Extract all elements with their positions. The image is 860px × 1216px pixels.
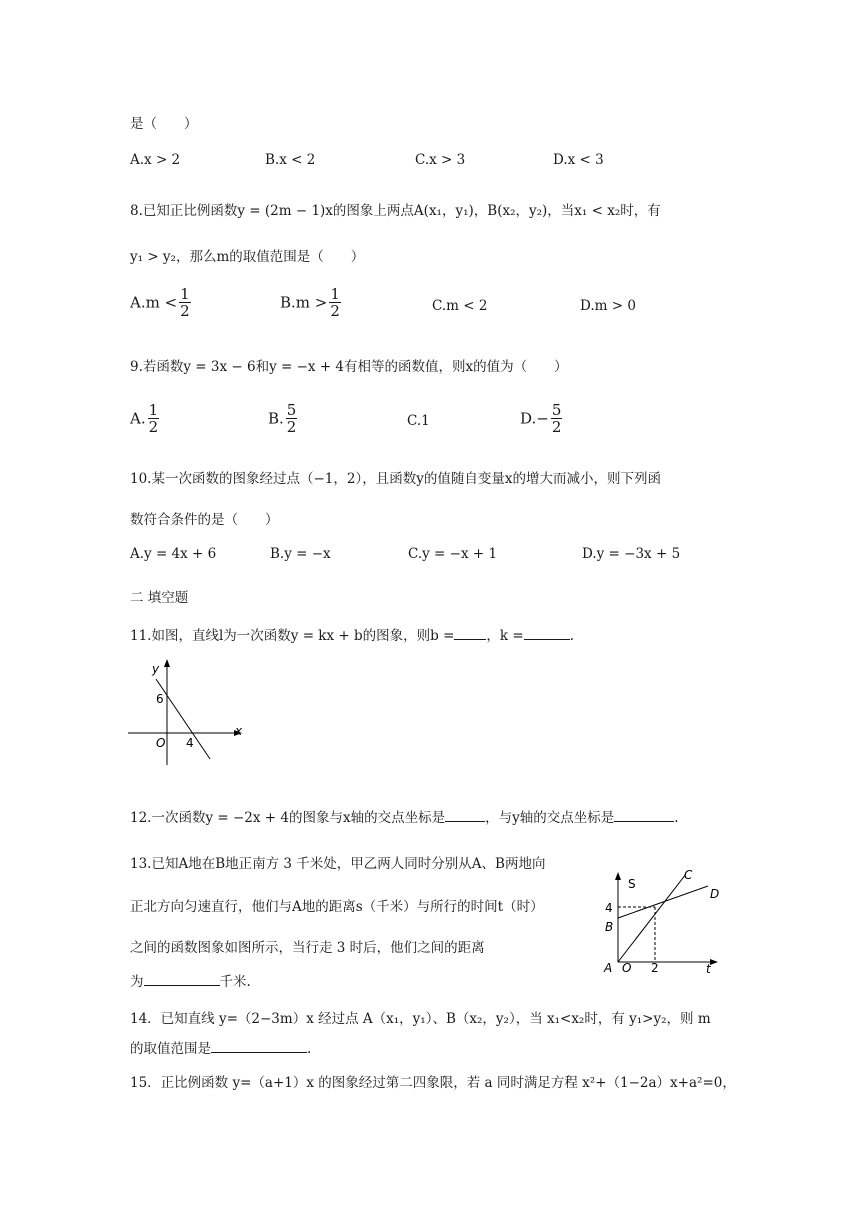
q10-option-a: A.y = 4x + 6 xyxy=(130,546,217,562)
fig13-tick-4: 4 xyxy=(605,901,613,915)
fig13-s-label: S xyxy=(628,877,636,891)
q7-stem-tail: 是（ ） xyxy=(130,116,198,132)
q12-stem: 12.一次函数y = −2x + 4的图象与x轴的交点坐标是 ，与y轴的交点坐标是 . xyxy=(130,810,679,826)
q8-option-d: D.m > 0 xyxy=(580,298,636,314)
q10-option-d: D.y = −3x + 5 xyxy=(582,546,681,562)
q7-option-d: D.x < 3 xyxy=(553,152,604,168)
fig11-x-label: x xyxy=(235,724,243,738)
q13-stem-line3: 之间的函数图象如图所示，当行走 3 时后，他们之间的距离 xyxy=(130,940,485,956)
fig11-tick-4: 4 xyxy=(186,736,194,750)
fig11-tick-6: 6 xyxy=(156,692,164,706)
q13-stem-line1: 13.已知A地在B地正南方 3 千米处，甲乙两人同时分别从A、B两地向 xyxy=(130,856,546,872)
fig13-point-b: B xyxy=(605,920,614,934)
q8-option-a: A.m < $\frac{1}{2}$ xyxy=(130,285,190,320)
q14-stem-line1: 14．已知直线 y=（2−3m）x 经过点 A（x₁，y₁）、B（x₂，y₂），当 x₁<x₂时，有 y₁>y₂，则 m xyxy=(130,1011,711,1027)
q10-option-b: B.y = −x xyxy=(270,546,331,562)
fig13-line-c: C xyxy=(684,868,693,882)
q9-option-d: D.− $\frac{5}{2}$ xyxy=(520,401,562,436)
q10-stem-line2: 数符合条件的是（ ） xyxy=(130,512,279,528)
fig13-point-a: A xyxy=(604,961,613,975)
q7-option-c: C.x > 3 xyxy=(415,152,466,168)
q10-stem-line1: 10.某一次函数的图象经过点（−1，2），且函数y的值随自变量x的增大而减小，则下列函 xyxy=(130,471,661,487)
q8-stem-line2: y₁ > y₂，那么m的取值范围是（ ） xyxy=(130,249,365,265)
q9-option-c: C.1 xyxy=(407,413,430,429)
q9-option-b: B. $\frac{5}{2}$ xyxy=(268,401,297,436)
section-title-fill-in: 二 填空题 xyxy=(130,590,189,606)
q13-stem-line4: 为 千米. xyxy=(130,974,251,990)
q8-option-c: C.m < 2 xyxy=(432,298,488,314)
q9-stem: 9.若函数y = 3x − 6和y = −x + 4有相等的函数值，则x的值为（ ） xyxy=(130,359,568,375)
fig13-t-label: t xyxy=(706,962,711,976)
fig13-tick-2: 2 xyxy=(651,961,659,975)
fig13-line-d: D xyxy=(710,887,720,901)
fig13-origin: O xyxy=(622,961,632,975)
q7-option-b: B.x < 2 xyxy=(265,152,316,168)
q9-option-a: A. $\frac{1}{2}$ xyxy=(130,401,159,436)
q13-stem-line2: 正北方向匀速直行，他们与A地的距离s（千米）与所行的时间t（时） xyxy=(130,899,544,915)
q11-figure-graph xyxy=(122,655,252,770)
q8-option-b: B.m > $\frac{1}{2}$ xyxy=(280,285,340,320)
q13-figure-graph xyxy=(598,862,728,980)
fig11-origin: O xyxy=(156,736,166,750)
q8-stem-line1: 8.已知正比例函数y = (2m − 1)x的图象上两点A(x₁，y₁)，B(x₂，y₂)，当x₁ < x₂时，有 xyxy=(130,203,661,219)
q14-stem-line2: 的取值范围是 . xyxy=(130,1041,312,1057)
q15-stem-line1: 15．正比例函数 y=（a+1）x 的图象经过第二四象限，若 a 同时满足方程 x²+（1−2a）x+a²=0， xyxy=(130,1075,736,1091)
fig11-y-label: y xyxy=(152,662,160,676)
q10-option-c: C.y = −x + 1 xyxy=(408,546,498,562)
q7-option-a: A.x > 2 xyxy=(130,152,181,168)
q11-stem: 11.如图，直线l为一次函数y = kx + b的图象，则b = ，k = . xyxy=(130,628,574,644)
